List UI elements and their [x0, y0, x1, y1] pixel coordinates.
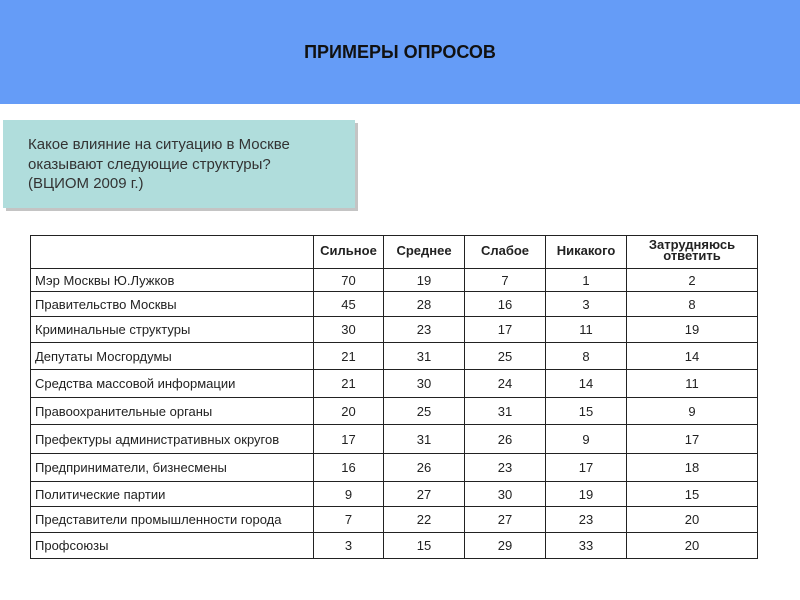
value-cell: 22 — [384, 507, 465, 533]
value-cell: 11 — [627, 370, 758, 398]
value-cell: 3 — [546, 292, 627, 317]
column-header-medium: Среднее — [384, 236, 465, 269]
value-cell: 30 — [465, 482, 546, 507]
value-cell: 20 — [627, 533, 758, 559]
value-cell: 8 — [546, 343, 627, 370]
row-label: Мэр Москвы Ю.Лужков — [31, 269, 314, 292]
question-line: Какое влияние на ситуацию в Москве — [28, 136, 290, 153]
table-row — [31, 269, 758, 292]
table-header-row — [31, 236, 758, 269]
value-cell: 26 — [384, 454, 465, 482]
value-cell: 19 — [384, 269, 465, 292]
value-cell: 7 — [465, 269, 546, 292]
value-cell: 30 — [314, 317, 384, 343]
row-label: Правоохранительные органы — [31, 398, 314, 425]
value-cell: 23 — [546, 507, 627, 533]
value-cell: 27 — [465, 507, 546, 533]
table-body — [31, 269, 758, 559]
row-label: Криминальные структуры — [31, 317, 314, 343]
value-cell: 19 — [546, 482, 627, 507]
value-cell: 33 — [546, 533, 627, 559]
table-row — [31, 398, 758, 425]
row-label: Профсоюзы — [31, 533, 314, 559]
column-header-none: Никакого — [546, 236, 627, 269]
value-cell: 21 — [314, 370, 384, 398]
value-cell: 17 — [314, 425, 384, 454]
table-row — [31, 533, 758, 559]
value-cell: 16 — [465, 292, 546, 317]
table-row — [31, 343, 758, 370]
value-cell: 2 — [627, 269, 758, 292]
row-label: Представители промышленности города — [31, 507, 314, 533]
value-cell: 70 — [314, 269, 384, 292]
value-cell: 31 — [465, 398, 546, 425]
table-row — [31, 370, 758, 398]
value-cell: 9 — [627, 398, 758, 425]
value-cell: 1 — [546, 269, 627, 292]
poll-results-table — [30, 235, 758, 559]
corner-header-cell — [31, 236, 314, 269]
value-cell: 17 — [627, 425, 758, 454]
value-cell: 23 — [465, 454, 546, 482]
value-cell: 26 — [465, 425, 546, 454]
value-cell: 19 — [627, 317, 758, 343]
row-label: Предприниматели, бизнесмены — [31, 454, 314, 482]
row-label: Политические партии — [31, 482, 314, 507]
value-cell: 15 — [546, 398, 627, 425]
value-cell: 3 — [314, 533, 384, 559]
value-cell: 31 — [384, 343, 465, 370]
row-label: Средства массовой информации — [31, 370, 314, 398]
value-cell: 16 — [314, 454, 384, 482]
column-header-undecided: Затрудняюсь ответить — [627, 236, 758, 269]
value-cell: 27 — [384, 482, 465, 507]
value-cell: 15 — [627, 482, 758, 507]
table-row — [31, 507, 758, 533]
question-source-line: (ВЦИОМ 2009 г.) — [28, 175, 144, 192]
value-cell: 28 — [384, 292, 465, 317]
value-cell: 18 — [627, 454, 758, 482]
value-cell: 23 — [384, 317, 465, 343]
table-row — [31, 454, 758, 482]
value-cell: 25 — [384, 398, 465, 425]
value-cell: 17 — [465, 317, 546, 343]
column-header-weak: Слабое — [465, 236, 546, 269]
row-label: Депутаты Мосгордумы — [31, 343, 314, 370]
value-cell: 21 — [314, 343, 384, 370]
value-cell: 25 — [465, 343, 546, 370]
value-cell: 20 — [627, 507, 758, 533]
value-cell: 7 — [314, 507, 384, 533]
value-cell: 14 — [546, 370, 627, 398]
value-cell: 29 — [465, 533, 546, 559]
column-header-strong: Сильное — [314, 236, 384, 269]
question-line: оказывают следующие структуры? — [28, 155, 271, 173]
value-cell: 45 — [314, 292, 384, 317]
value-cell: 20 — [314, 398, 384, 425]
table-row — [31, 292, 758, 317]
value-cell: 24 — [465, 370, 546, 398]
row-label: Правительство Москвы — [31, 292, 314, 317]
table-row — [31, 317, 758, 343]
table-row — [31, 425, 758, 454]
value-cell: 11 — [546, 317, 627, 343]
value-cell: 14 — [627, 343, 758, 370]
value-cell: 9 — [314, 482, 384, 507]
row-label: Префектуры административных округов — [31, 425, 314, 454]
value-cell: 15 — [384, 533, 465, 559]
table-row — [31, 482, 758, 507]
value-cell: 30 — [384, 370, 465, 398]
question-box — [3, 120, 355, 208]
value-cell: 31 — [384, 425, 465, 454]
value-cell: 17 — [546, 454, 627, 482]
value-cell: 9 — [546, 425, 627, 454]
slide-title: ПРИМЕРЫ ОПРОСОВ — [304, 42, 496, 62]
value-cell: 8 — [627, 292, 758, 317]
